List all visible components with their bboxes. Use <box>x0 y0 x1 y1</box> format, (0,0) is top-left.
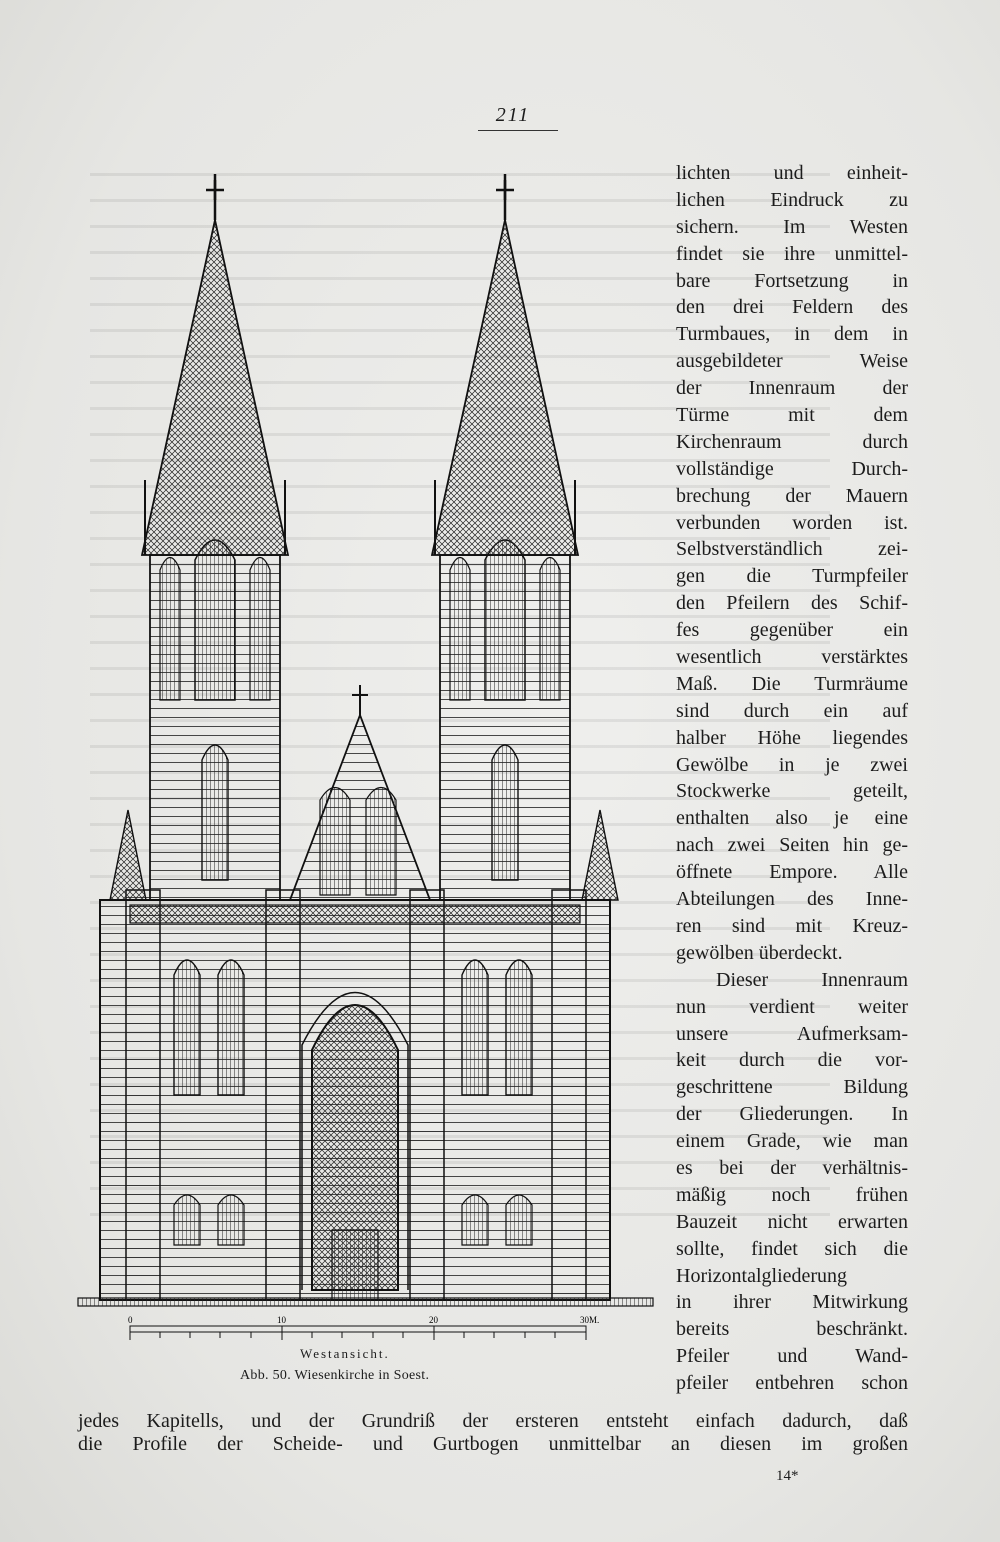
text-line: bereits beschränkt. <box>676 1318 908 1341</box>
text-line: Türme mit dem <box>676 404 908 427</box>
text-line: es bei der verhältnis- <box>676 1156 908 1179</box>
figure-caption: Abb. 50. Wiesenkirche in Soest. <box>240 1368 430 1383</box>
text-line: jedes Kapitells, und der Grundriß der ersteren entsteht einfach dadurch, daß <box>78 1410 908 1432</box>
text-line: Dieser Innenraum <box>716 968 908 991</box>
text-line: Gewölbe in je zwei <box>676 753 908 776</box>
text-line: enthalten also je eine <box>676 807 908 830</box>
text-line: sollte, findet sich die <box>676 1237 908 1260</box>
text-line: Pfeiler und Wand- <box>676 1345 908 1368</box>
church-illustration <box>70 160 660 1390</box>
text-line: gen die Turmpfeiler <box>676 565 908 588</box>
text-line: Horizontalgliederung <box>676 1264 848 1287</box>
text-line: Stockwerke geteilt, <box>676 780 908 803</box>
text-line: findet sie ihre unmittel- <box>676 242 908 265</box>
text-line: Abteilungen des Inne- <box>676 888 908 911</box>
header-rule <box>478 130 558 131</box>
text-line: mäßig noch frühen <box>676 1183 908 1206</box>
text-line: einem Grade, wie man <box>676 1130 908 1153</box>
text-line: Selbstverständlich zei- <box>676 538 908 561</box>
text-line: halber Höhe liegendes <box>676 726 908 749</box>
text-line: unsere Aufmerksam- <box>676 1022 908 1045</box>
text-line: gewölben überdeckt. <box>676 941 843 964</box>
text-line: Bauzeit nicht erwarten <box>676 1210 908 1233</box>
scale-label-10: 10 <box>277 1315 286 1325</box>
text-line: Turmbaues, in dem in <box>676 323 908 346</box>
text-line: der Innenraum der <box>676 377 908 400</box>
text-line: ren sind mit Kreuz- <box>676 914 908 937</box>
text-line: ausgebildeter Weise <box>676 350 908 373</box>
page-number: 211 <box>495 104 531 126</box>
text-line: Maß. Die Turmräume <box>676 672 908 695</box>
text-line: pfeiler entbehren schon <box>676 1372 908 1395</box>
west-facade-drawing <box>70 160 660 1390</box>
text-line: nun verdient weiter <box>676 995 908 1018</box>
text-column <box>676 160 908 1397</box>
text-line: den drei Feldern des <box>676 296 908 319</box>
text-line: öffnete Empore. Alle <box>676 861 908 884</box>
text-line: Kirchenraum durch <box>676 430 908 453</box>
text-line: der Gliederungen. In <box>676 1103 908 1126</box>
text-line: sind durch ein auf <box>676 699 908 722</box>
text-line: vollständige Durch- <box>676 457 908 480</box>
scale-label-20: 20 <box>429 1315 438 1325</box>
text-line: fes gegenüber ein <box>676 619 908 642</box>
text-line: brechung der Mauern <box>676 484 908 507</box>
text-line: nach zwei Seiten hin ge- <box>676 834 908 857</box>
text-line: geschrittene Bildung <box>676 1076 908 1099</box>
full-width-text <box>78 1410 908 1456</box>
scale-label-30: 30M. <box>580 1315 600 1325</box>
text-line: den Pfeilern des Schif- <box>676 592 908 615</box>
printer-signature-mark: 14* <box>776 1468 799 1484</box>
scale-label-0: 0 <box>128 1315 133 1325</box>
text-line: in ihrer Mitwirkung <box>676 1291 908 1314</box>
figure-view-label: Westansicht. <box>300 1346 390 1361</box>
text-line: wesentlich verstärktes <box>676 646 908 669</box>
text-line: bare Fortsetzung in <box>676 269 908 292</box>
text-line: keit durch die vor- <box>676 1049 908 1072</box>
text-line: die Profile der Scheide- und Gurtbogen unmittelbar an diesen im großen <box>78 1433 908 1455</box>
text-line: lichten und einheit- <box>676 162 908 184</box>
text-line: sichern. Im Westen <box>676 215 908 238</box>
text-line: verbunden worden ist. <box>676 511 908 534</box>
text-line: lichen Eindruck zu <box>676 188 908 211</box>
